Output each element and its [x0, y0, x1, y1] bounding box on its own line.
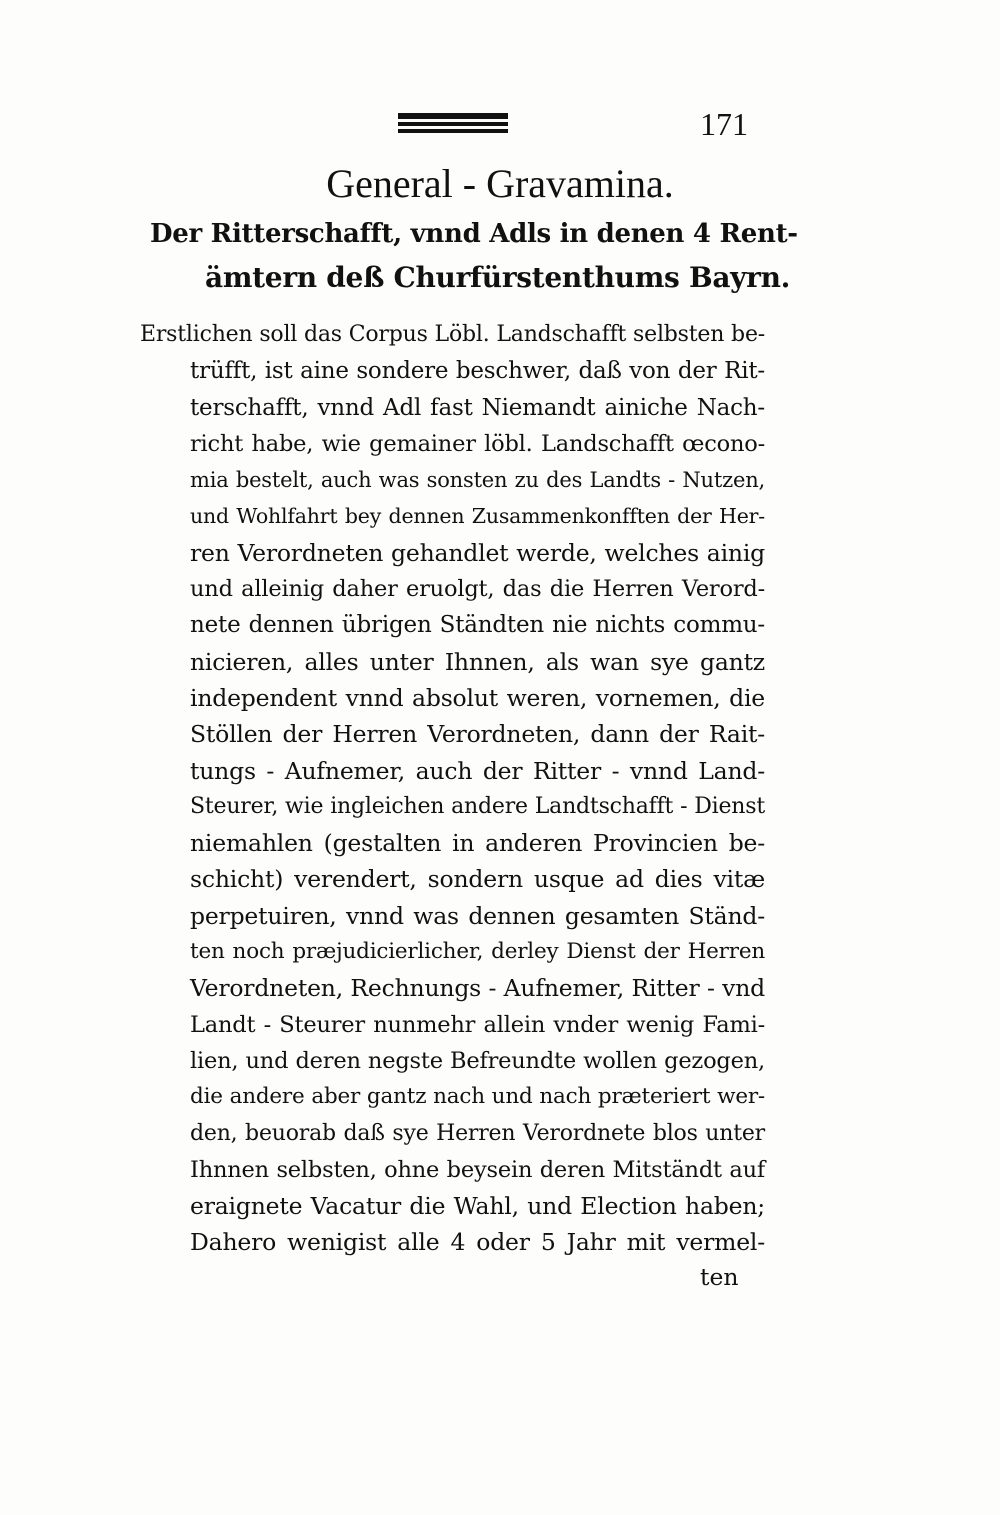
page-subtitle [150, 212, 800, 300]
text-line: die andere aber gantz nach und nach præteriert wer- [190, 1084, 765, 1110]
subtitle-line: Der Ritterschafft, vnnd Adls in denen 4 Rent- [150, 219, 798, 249]
text-line: Verordneten, Rechnungs - Aufnemer, Ritter - vnd [190, 974, 765, 1003]
text-line: schicht) verendert, sondern usque ad dies vitæ [190, 865, 765, 894]
catchword: ten [700, 1263, 739, 1291]
text-line: terschafft, vnnd Adl fast Niemandt ainiche Nach- [190, 394, 765, 421]
text-line: nicieren, alles unter Ihnnen, als wan sye gantz [190, 647, 765, 676]
text-line: trüfft, ist aine sondere beschwer, daß von der Rit- [190, 358, 765, 385]
text-line: ten noch præjudicierlicher, derley Dienst der Herren [190, 939, 765, 965]
text-line: mia bestelt, auch was sonsten zu des Landts - Nutzen, [190, 468, 765, 493]
text-line: Dahero wenigist alle 4 oder 5 Jahr mit vermel- [190, 1228, 765, 1257]
subtitle-line: ämtern deß Churfürstenthums Bayrn. [205, 261, 791, 294]
header-ornament-rule [398, 113, 508, 135]
text-line: eraignete Vacatur die Wahl, und Election haben; [190, 1192, 765, 1221]
text-line: und alleinig daher eruolgt, das die Herren Verord- [190, 576, 765, 603]
text-line: den, beuorab daß sye Herren Verordnete blos unter [190, 1120, 765, 1146]
text-line: und Wohlfahrt bey dennen Zusammenkonfften der Her- [190, 504, 765, 529]
page-number: 171 [700, 106, 748, 142]
text-line: ren Verordneten gehandlet werde, welches ainig [190, 538, 765, 567]
text-line: niemahlen (gestalten in anderen Provincien be- [190, 829, 765, 858]
page-title: General - Gravamina. [326, 161, 674, 206]
text-line: perpetuiren, vnnd was dennen gesamten Ständ- [190, 901, 765, 930]
text-line: Erstlichen soll das Corpus Löbl. Landschafft selbsten be- [140, 322, 765, 347]
text-line: tungs - Aufnemer, auch der Ritter - vnnd Land- [190, 756, 765, 785]
text-line: nete dennen übrigen Ständten nie nichts commu- [190, 612, 765, 639]
text-line: richt habe, wie gemainer löbl. Landschafft œcono- [190, 430, 765, 457]
text-line: Stöllen der Herren Verordneten, dann der Rait- [190, 720, 765, 749]
text-line: lien, und deren negste Befreundte wollen gezogen, [190, 1047, 765, 1074]
text-line: Steurer, wie ingleichen andere Landtschafft - Dienst [190, 793, 765, 819]
text-line: Ihnnen selbsten, ohne beysein deren Mitständt auf [190, 1156, 765, 1183]
text-line: Landt - Steurer nunmehr allein vnder wenig Fami- [190, 1011, 765, 1038]
text-line: independent vnnd absolut weren, vornemen, die [190, 683, 765, 712]
body-text [140, 317, 780, 1261]
